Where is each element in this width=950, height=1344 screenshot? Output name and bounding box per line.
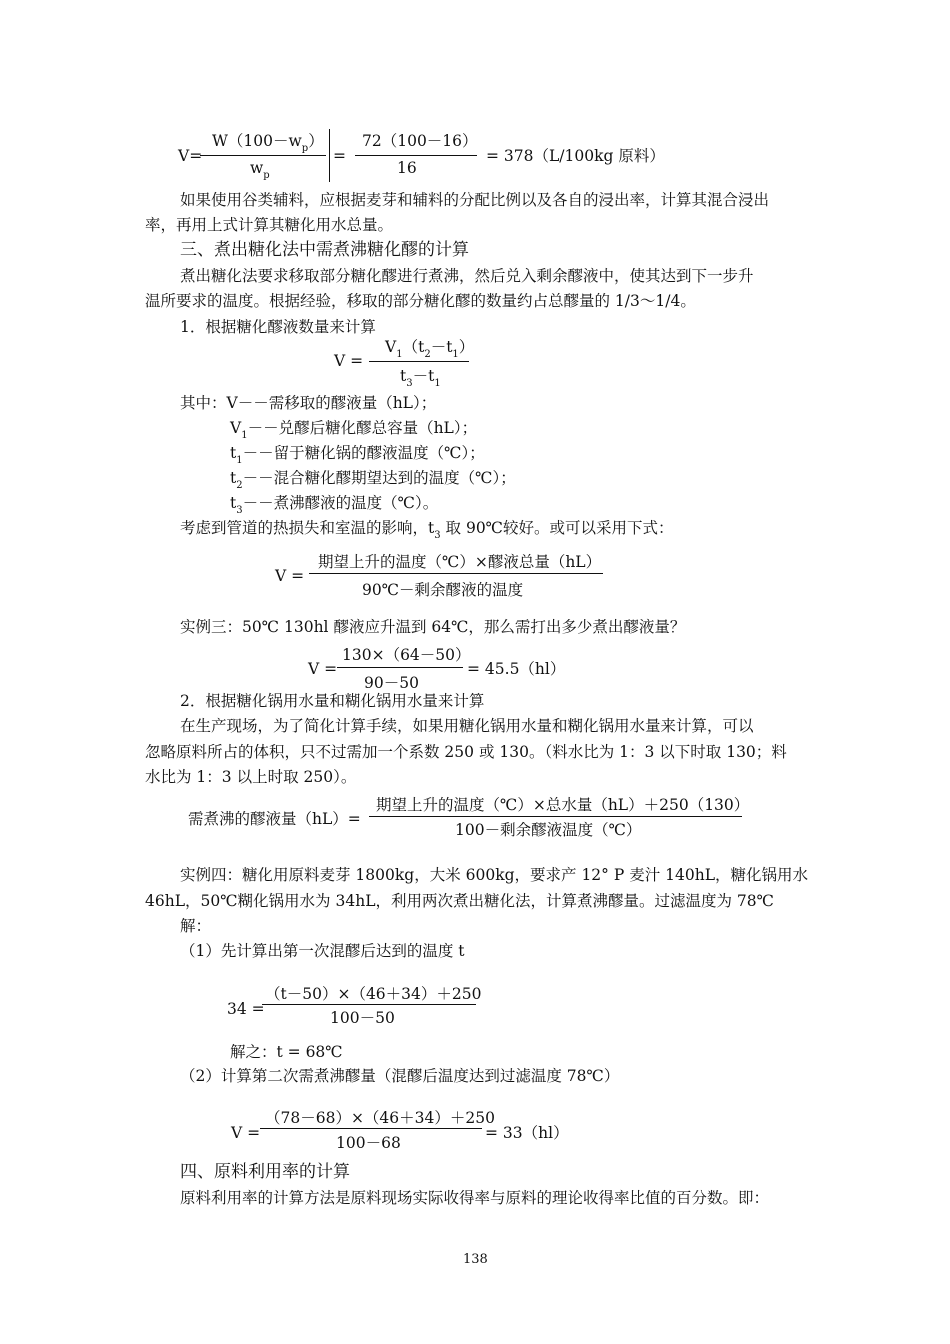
fraction-bar (369, 361, 469, 362)
formula-denominator: 100－50 (330, 1009, 395, 1027)
formula-numerator: （t－50）×（46＋34）＋250 (265, 985, 482, 1003)
example-line: 46hL，50℃糊化锅用水为 34hL，利用两次煮出糖化法，计算煮沸醪量。过滤温度为 78℃ (145, 892, 774, 910)
example-line: 实例四：糖化用原料麦芽 1800kg，大米 600kg，要求产 12° P 麦汁 140hL，糖化锅用水 (180, 866, 808, 884)
formula-numerator: 期望上升的温度（℃）×醪液总量（hL） (318, 553, 602, 571)
step-line: （1）先计算出第一次混醪后达到的温度 t (180, 942, 465, 960)
section-heading: 四、原料利用率的计算 (180, 1162, 350, 1182)
paragraph-line: 煮出糖化法要求移取部分糖化醪进行煮沸，然后兑入剩余醪液中，使其达到下一步升 (180, 267, 754, 285)
solution-line: 解之：t = 68℃ (230, 1043, 343, 1061)
subsection-heading: 1．根据糖化醪液数量来计算 (180, 318, 376, 336)
section-heading: 三、煮出糖化法中需煮沸糖化醪的计算 (180, 240, 469, 260)
formula-numerator: $V_1(t_2-t_1)$ (385, 338, 475, 360)
step-line: （2）计算第二次需煮沸醪量（混醪后温度达到过滤温度 78℃） (180, 1067, 620, 1085)
formula-numerator-2: 72（100－16） (362, 132, 478, 150)
formula-lhs: 需煮沸的醪液量（hL）= (188, 810, 361, 828)
formula-numerator: 130×（64－50） (342, 646, 471, 664)
formula-result: = 33（hl） (485, 1124, 569, 1142)
formula-denominator: $w_p$ (250, 159, 270, 181)
fraction-bar (262, 1004, 476, 1005)
definition-line: $t_3--$煮沸醪液的温度（℃）。 (230, 494, 439, 516)
paragraph-line: 原料利用率的计算方法是原料现场实际收得率与原料的理论收得率比值的百分数。即： (180, 1189, 770, 1207)
paragraph-line: 如果使用谷类辅料，应根据麦芽和辅料的分配比例以及各自的浸出率，计算其混合浸出 (180, 191, 770, 209)
formula-denominator: 90℃－剩余醪液的温度 (362, 581, 524, 599)
formula-lhs: V = (275, 567, 305, 585)
example-line: 实例三：50℃ 130hl 醪液应升温到 64℃，那么需打出多少煮出醪液量？ (180, 618, 686, 636)
formula-equals: = (333, 147, 346, 165)
fraction-bar (200, 155, 326, 156)
formula-lhs: V= (178, 147, 203, 165)
formula-numerator: 期望上升的温度（℃）×总水量（hL）＋250（130） (376, 796, 750, 814)
formula-denominator: 100－剩余醪液温度（℃） (455, 821, 642, 839)
fraction-bar (260, 1128, 482, 1129)
definition-line: $V_1--$兑醪后糖化醪总容量（hL）； (230, 419, 478, 441)
paragraph-line: 忽略原料所占的体积，只不过需加一个系数 250 或 130。（料水比为 1：3 以下时取 130；料 (145, 743, 787, 761)
fraction-bar (355, 155, 477, 156)
formula-denominator: 100－68 (336, 1134, 401, 1152)
formula-numerator: （78－68）×（46＋34）＋250 (265, 1109, 495, 1127)
formula-lhs: V = (308, 660, 338, 678)
table-divider (329, 129, 330, 182)
paragraph-line: 水比为 1：3 以上时取 250）。 (145, 768, 357, 786)
paragraph-line: 在生产现场，为了简化计算手续，如果用糖化锅用水量和糊化锅用水量来计算，可以 (180, 717, 754, 735)
solution-label: 解： (180, 917, 212, 935)
formula-result: = 45.5（hl） (467, 660, 566, 678)
formula-lhs: V = (334, 352, 364, 370)
formula-denominator-2: 16 (397, 159, 417, 177)
definition-line: $t_2--$混合糖化醪期望达到的温度（℃）； (230, 469, 516, 491)
page-number: 138 (463, 1252, 488, 1267)
formula-lhs: V = (231, 1124, 261, 1142)
fraction-bar (337, 667, 463, 668)
formula-denominator: $t_3-t_1$ (400, 367, 441, 389)
formula-numerator: $W(100-w_p)$ (212, 132, 324, 154)
fraction-bar (369, 816, 742, 817)
definition-line: $t_1--$留于糖化锅的醪液温度（℃）； (230, 444, 485, 466)
formula-lhs: 34 = (227, 1000, 265, 1018)
formula-result: = 378（L/100kg 原料） (486, 147, 665, 165)
paragraph-line: 率，再用上式计算其糖化用水总量。 (145, 216, 394, 234)
fraction-bar (309, 573, 603, 574)
subsection-heading: 2．根据糖化锅用水量和糊化锅用水量来计算 (180, 692, 485, 710)
definition-line: 其中：V－－需移取的醪液量（hL）； (180, 394, 437, 412)
paragraph-line: 温所要求的温度。根据经验，移取的部分糖化醪的数量约占总醪量的 1/3～1/4。 (145, 292, 696, 310)
paragraph-line: 考虑到管道的热损失和室温的影响，$t_3$ 取 90℃较好。或可以采用下式： (180, 519, 674, 541)
formula-denominator: 90－50 (364, 674, 419, 692)
